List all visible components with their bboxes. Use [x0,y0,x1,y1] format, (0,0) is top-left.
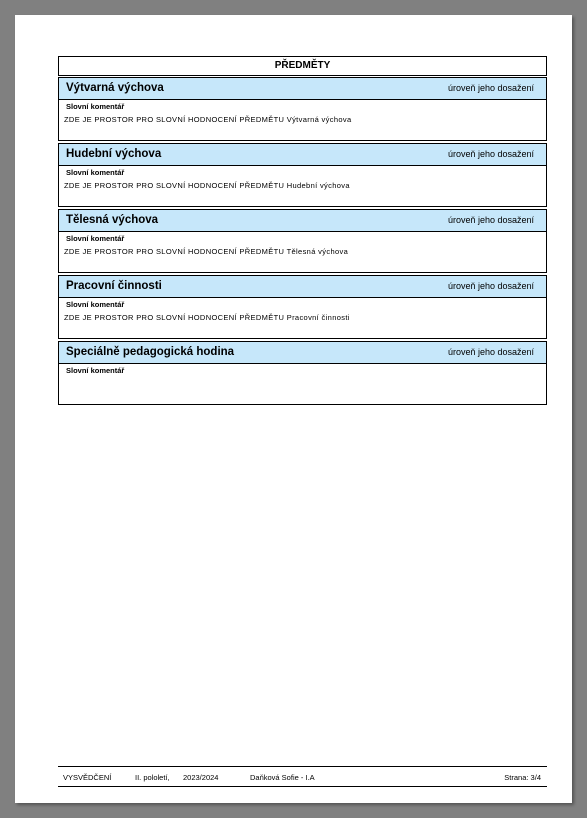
document-page [15,15,572,803]
comment-text: ZDE JE PROSTOR PRO SLOVNÍ HODNOCENÍ PŘEDMĚTU Výtvarná výchova [64,115,352,124]
subjects-section [58,56,547,407]
footer-page-number: Strana: 3/4 [504,773,541,782]
subject-level-label: úroveň jeho dosažení [447,83,534,93]
subject-level-label: úroveň jeho dosažení [447,347,534,357]
subject-comment-area [59,232,546,272]
subject-name: Výtvarná výchova [66,82,164,94]
subject-level-label: úroveň jeho dosažení [447,281,534,291]
footer-student: Daňková Sofie - I.A [250,773,315,782]
comment-text: ZDE JE PROSTOR PRO SLOVNÍ HODNOCENÍ PŘEDMĚTU Tělesná výchova [64,247,349,256]
footer-doc-type: VYSVĚDČENÍ [63,773,112,782]
comment-text: ZDE JE PROSTOR PRO SLOVNÍ HODNOCENÍ PŘEDMĚTU Hudební výchova [64,181,350,190]
subject-comment-area [59,298,546,338]
subject-comment-area [59,364,546,404]
subject-header [59,210,546,232]
comment-label: Slovní komentář [66,234,125,243]
subject-block [58,77,547,141]
comment-label: Slovní komentář [66,366,125,375]
subject-name: Pracovní činnosti [66,280,162,292]
subject-header [59,144,546,166]
subject-level-label: úroveň jeho dosažení [447,215,534,225]
subject-name: Speciálně pedagogická hodina [66,346,235,358]
subject-header [59,342,546,364]
subject-name: Tělesná výchova [66,214,159,226]
subject-comment-area [59,100,546,140]
subject-comment-area [59,166,546,206]
comment-text: ZDE JE PROSTOR PRO SLOVNÍ HODNOCENÍ PŘEDMĚTU Pracovní činnosti [64,313,350,322]
subject-block [58,275,547,339]
subject-block [58,209,547,273]
subject-block [58,341,547,405]
page-footer [58,766,547,787]
section-title: PŘEDMĚTY [58,56,547,76]
subject-block [58,143,547,207]
subject-header [59,78,546,100]
comment-label: Slovní komentář [66,300,125,309]
subject-name: Hudební výchova [66,148,162,160]
subject-header [59,276,546,298]
subject-level-label: úroveň jeho dosažení [447,149,534,159]
footer-term: II. pololetí, [135,773,170,782]
comment-label: Slovní komentář [66,102,125,111]
footer-year: 2023/2024 [183,773,219,782]
comment-label: Slovní komentář [66,168,125,177]
